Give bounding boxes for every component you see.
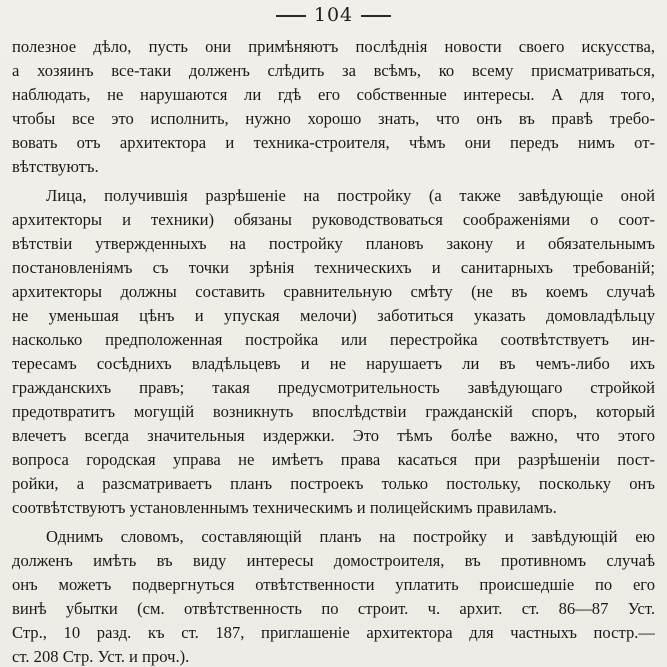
text-line: Стр., 10 разд. къ ст. 187, приглашеніе архитектора для частныхъ постр.— <box>12 623 655 642</box>
text-line: а хозяинъ все-таки долженъ слѣдить за всѣмъ, ко всему присматриваться, <box>12 61 655 80</box>
text-line: онъ можетъ подвергнуться отвѣтственности уплатить происшедшіе по его <box>12 575 655 594</box>
text-line: ст. 208 Стр. Уст. и проч.). <box>12 647 190 666</box>
text-line: вопроса городская управа не имѣетъ права касаться при разрѣшеніи пост- <box>12 450 655 469</box>
text-line: долженъ имѣть въ виду интересы домостроителя, въ противномъ случаѣ <box>12 551 655 570</box>
text-line: соотвѣтствуютъ установленнымъ техническимъ и полицейскимъ правиламъ. <box>12 498 557 517</box>
text-line: постановленіямъ съ точки зрѣнія техническихъ и санитарныхъ требованій; <box>12 258 655 277</box>
text-line: винѣ убытки (см. отвѣтственность по строит. ч. архит. ст. 86—87 Уст. <box>12 599 655 618</box>
text-line: тересамъ сосѣднихъ владѣльцевъ и не нарушаетъ ли въ чемъ-либо ихъ <box>12 354 655 373</box>
header-dash-right <box>361 15 391 17</box>
page-header <box>0 4 667 26</box>
text-line: вѣтствіи утвержденныхъ на постройку плановъ закону и обязательнымъ <box>12 234 655 253</box>
text-line: предотвратитъ могущій возникнуть впослѣдствіи гражданскій споръ, который <box>12 402 655 421</box>
text-line: наблюдать, не нарушаются ли гдѣ его собственные интересы. А для того, <box>12 85 655 104</box>
text-line: насколько предположенная постройка или перестройка соотвѣтствуетъ ин- <box>12 330 655 349</box>
text-line: не уменьшая цѣнъ и упуская мелочи) заботиться указать домовладѣльцу <box>12 306 655 325</box>
text-line: архитекторы и техники) обязаны руководствоваться соображеніями о соот- <box>12 210 655 229</box>
text-line: вѣтствуютъ. <box>12 157 99 176</box>
page-number: 104 <box>313 4 354 26</box>
text-line: ройки, а разсматриваетъ планъ построекъ только постольку, поскольку онъ <box>12 474 655 493</box>
text-line: Однимъ словомъ, составляющій планъ на постройку и завѣдующій ею <box>46 527 655 546</box>
text-line: чтобы все это исполнить, нужно хорошо знать, что онъ въ правѣ требо- <box>12 109 655 128</box>
text-line: полезное дѣло, пусть они примѣняютъ послѣднія новости своего искусства, <box>12 37 655 56</box>
text-line: архитекторы должны составить сравнительную смѣту (не въ коемъ случаѣ <box>12 282 655 301</box>
header-dash-left <box>276 15 306 17</box>
text-line: вовать отъ архитектора и техника-строителя, чѣмъ они передъ нимъ от- <box>12 133 655 152</box>
text-line: влечетъ всегда значительныя издержки. Это тѣмъ болѣе важно, что этого <box>12 426 655 445</box>
text-line: Лица, получившія разрѣшеніе на постройку (а также завѣдующіе оной <box>46 186 655 205</box>
text-line: гражданскихъ правъ; такая предусмотрительность завѣдующаго стройкой <box>12 378 655 397</box>
